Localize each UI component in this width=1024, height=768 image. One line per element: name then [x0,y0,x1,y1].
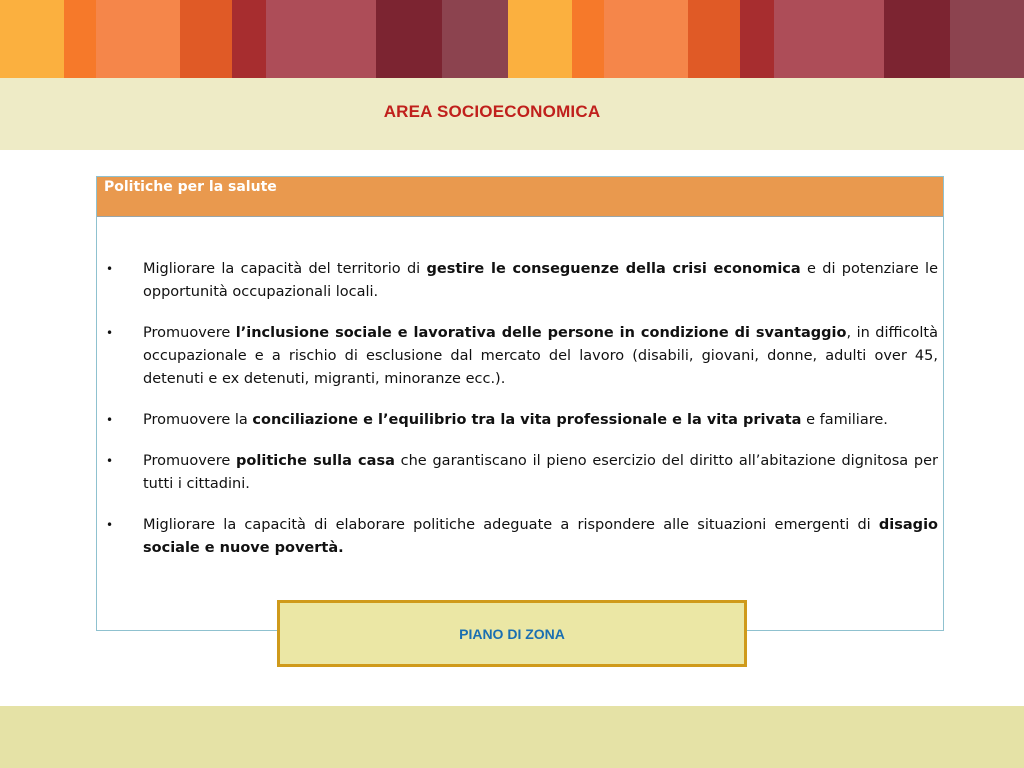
stripe [96,0,180,78]
stripe [180,0,232,78]
list-item [97,409,945,432]
footer-band [0,706,1024,768]
item-text: e di potenziare le opportunità occupazionali locali. [143,261,939,300]
piano-di-zona-label: PIANO DI ZONA [459,626,565,642]
item-text: Promuovere la [143,412,253,428]
item-text: Migliorare la capacità del territorio di [143,261,427,277]
item-text: , in difficoltà occupazionale e a rischio di esclusione dal mercato del lavoro (disabili, giovani, donne, adulti over 45, detenuti e ex detenuti, migranti, minoranze ecc.). [143,325,938,387]
item-text: che garantiscano il pieno esercizio del diritto all’abitazione dignitosa per tutti i cittadini. [143,453,938,492]
policy-list [97,258,945,578]
item-text: Promuovere [143,325,236,341]
header-stripes [0,0,1024,78]
bullet-icon: • [106,326,114,340]
stripe [688,0,740,78]
item-highlight: conciliazione e l’equilibrio tra la vita professionale e la vita privata [252,412,802,428]
stripe [232,0,266,78]
page-title: AREA SOCIOECONOMICA [383,102,601,121]
bullet-icon: • [106,413,114,427]
policy-panel [96,176,944,631]
stripe [740,0,774,78]
piano-di-zona-box [277,600,747,667]
stripe [376,0,442,78]
list-item [97,322,945,391]
stripe [64,0,96,78]
stripe [604,0,688,78]
stripe [950,0,1024,78]
item-highlight: gestire le conseguenze della crisi economica [426,261,801,277]
stripe [884,0,950,78]
item-text: e familiare. [801,412,888,428]
list-item [97,258,945,304]
item-highlight: l’inclusione sociale e lavorativa delle persone in condizione di svantaggio [235,325,847,341]
item-text: Migliorare la capacità di elaborare politiche adeguate a rispondere alle situazioni emergenti di [143,517,879,533]
stripe [266,0,376,78]
stripe [774,0,884,78]
item-highlight: disagio sociale e nuove povertà. [143,517,938,556]
panel-title: Politiche per la salute [104,179,277,195]
item-highlight: politiche sulla casa [236,453,395,469]
bullet-icon: • [106,454,114,468]
list-item [97,514,945,560]
stripe [0,0,64,78]
stripe [508,0,572,78]
panel-header [97,177,943,217]
list-item [97,450,945,496]
stripe [442,0,508,78]
bullet-icon: • [106,518,114,532]
bullet-icon: • [106,262,114,276]
item-text: Promuovere [143,453,237,469]
stripe [572,0,604,78]
